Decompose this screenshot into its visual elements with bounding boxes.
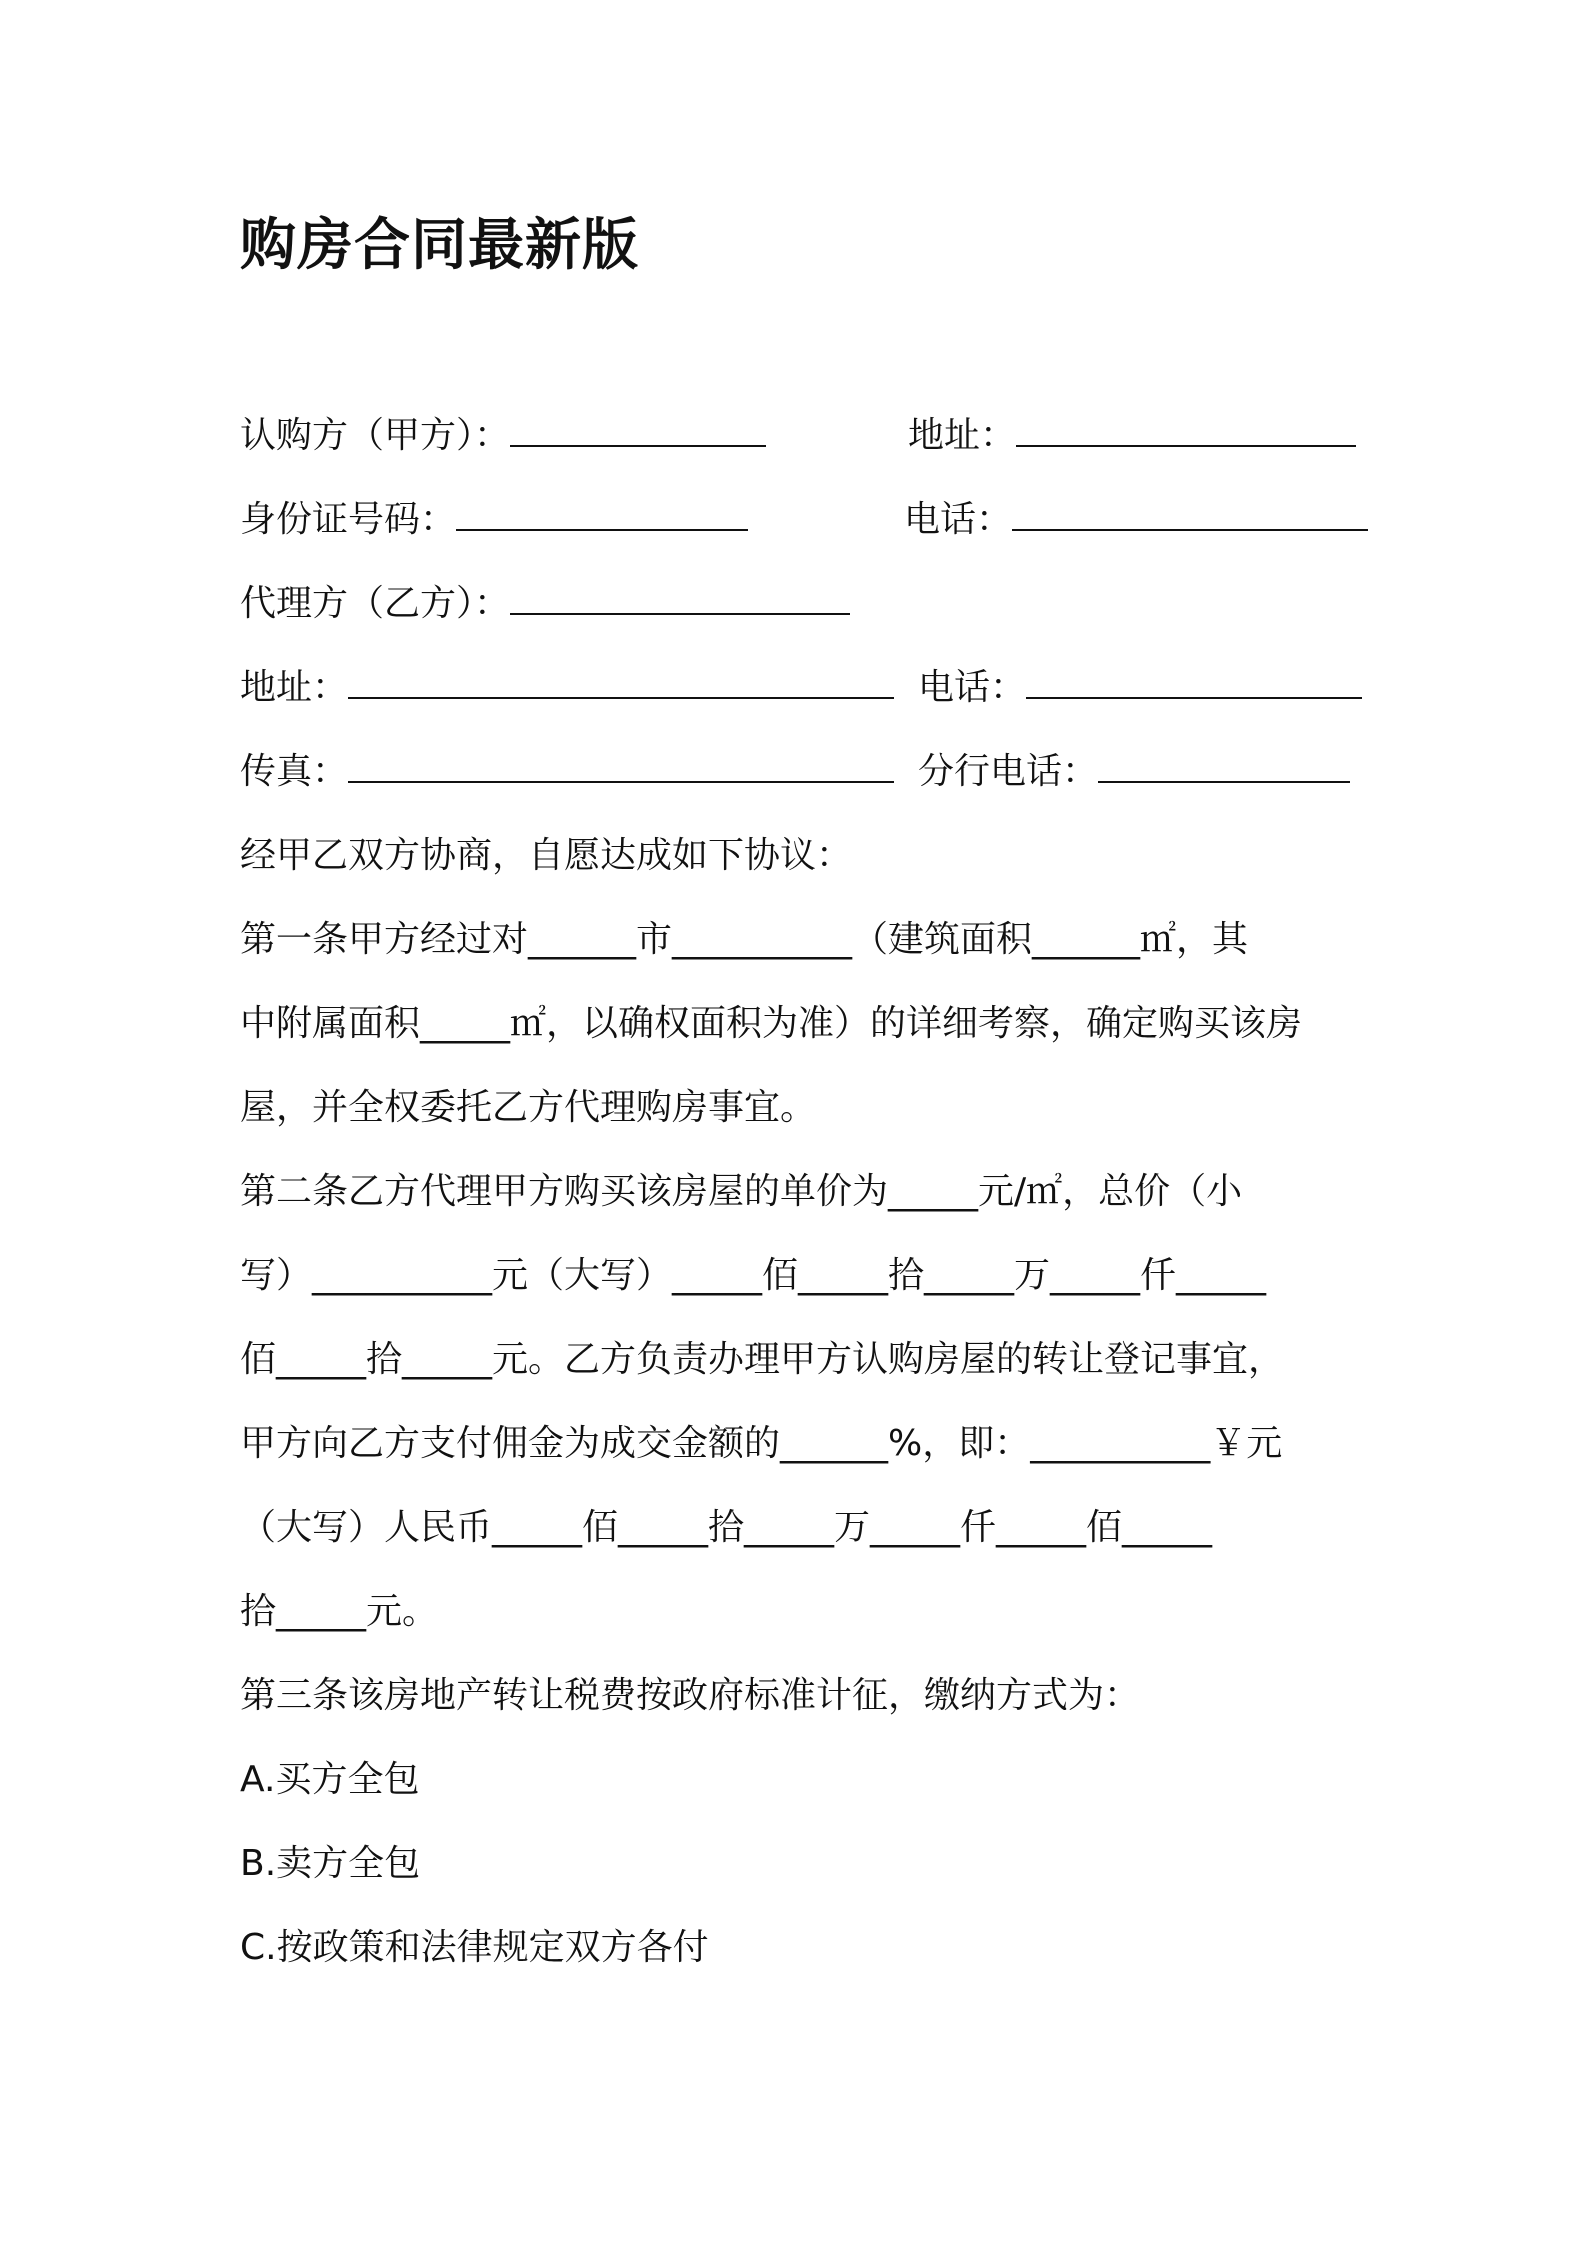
page-title: 购房合同最新版: [240, 213, 639, 278]
agent-blank[interactable]: [510, 575, 850, 615]
buyer-phone-field: [904, 490, 1368, 550]
fax-label: 传真：: [240, 751, 349, 792]
article-2-line-5: （大写）人民币_____佰_____拾_____万_____仟_____佰_____: [240, 1507, 1213, 1548]
buyer-phone-label: 电话：: [904, 499, 1013, 540]
article-2-line-2: 写）__________元（大写）_____佰_____拾_____万_____仟_____: [240, 1255, 1267, 1296]
article-2-line-4: 甲方向乙方支付佣金为成交金额的______%，即：__________￥元: [240, 1423, 1283, 1464]
id-blank[interactable]: [456, 491, 748, 531]
fax-field: [240, 742, 894, 802]
branch-phone-blank[interactable]: [1098, 743, 1350, 783]
agent-label: 代理方（乙方）：: [240, 583, 511, 624]
buyer-blank[interactable]: [510, 407, 766, 447]
article-1-line-1: 第一条甲方经过对______市__________（建筑面积______㎡，其: [240, 919, 1249, 960]
buyer-label: 认购方（甲方）：: [240, 415, 511, 456]
buyer-phone-blank[interactable]: [1012, 491, 1368, 531]
agent-field: [240, 574, 850, 634]
article-2-line-6: 拾_____元。: [240, 1591, 439, 1632]
article-1-line-2: 中附属面积_____㎡，以确权面积为准）的详细考察，确定购买该房: [240, 1003, 1303, 1044]
id-field: [240, 490, 748, 550]
buyer-address-label: 地址：: [908, 415, 1017, 456]
article-2-line-1: 第二条乙方代理甲方购买该房屋的单价为_____元/㎡，总价（小: [240, 1171, 1243, 1212]
agent-address-label: 地址：: [240, 667, 349, 708]
buyer-address-field: [908, 406, 1356, 466]
buyer-field: [240, 406, 766, 466]
agent-phone-label: 电话：: [918, 667, 1027, 708]
article-3: 第三条该房地产转让税费按政府标准计征，缴纳方式为：: [240, 1675, 1141, 1716]
agent-phone-field: [918, 658, 1362, 718]
buyer-address-blank[interactable]: [1016, 407, 1356, 447]
branch-phone-field: [918, 742, 1350, 802]
option-b: B.卖方全包: [240, 1843, 421, 1884]
intro-text: 经甲乙双方协商，自愿达成如下协议：: [240, 835, 853, 876]
agent-address-field: [240, 658, 894, 718]
fax-blank[interactable]: [348, 743, 894, 783]
article-1-line-3: 屋，并全权委托乙方代理购房事宜。: [240, 1087, 817, 1128]
branch-phone-label: 分行电话：: [918, 751, 1099, 792]
option-c: C.按政策和法律规定双方各付: [240, 1927, 709, 1968]
id-label: 身份证号码：: [240, 499, 457, 540]
agent-phone-blank[interactable]: [1026, 659, 1362, 699]
article-2-line-3: 佰_____拾_____元。乙方负责办理甲方认购房屋的转让登记事宜，: [240, 1339, 1285, 1380]
option-a: A.买方全包: [240, 1759, 420, 1800]
agent-address-blank[interactable]: [348, 659, 894, 699]
